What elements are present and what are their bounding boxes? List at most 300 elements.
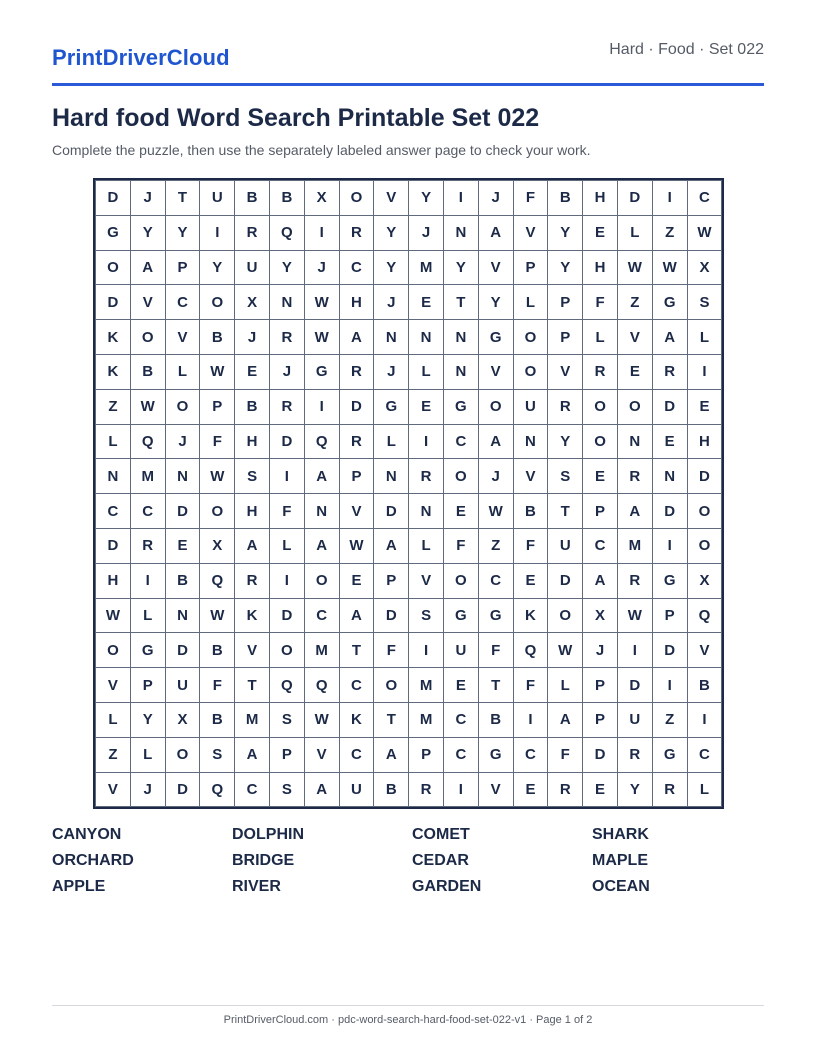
grid-cell: M [617,528,652,563]
grid-cell: N [652,459,687,494]
grid-row [96,737,722,772]
grid-cell: A [617,494,652,529]
page-footer: PrintDriverCloud.com · pdc-word-search-hard-food-set-022-v1 · Page 1 of 2 [223,1014,593,1026]
grid-cell: R [130,528,165,563]
grid-cell: G [652,737,687,772]
grid-cell: F [478,633,513,668]
grid-cell: X [200,528,235,563]
grid-cell: J [165,424,200,459]
grid-row [96,389,722,424]
grid-cell: D [652,633,687,668]
grid-cell: L [130,598,165,633]
grid-cell: L [548,668,583,703]
grid-cell: O [548,598,583,633]
page-subtitle: Complete the puzzle, then use the separately labeled answer page to check your work. [52,142,591,158]
grid-cell: G [443,598,478,633]
grid-cell: V [478,772,513,807]
word-list-item: COMET [412,826,470,843]
grid-cell: W [304,702,339,737]
grid-cell: J [130,181,165,216]
grid-cell: C [443,424,478,459]
grid-cell: P [583,494,618,529]
grid-cell: L [96,424,131,459]
grid-cell: M [409,668,444,703]
grid-cell: N [443,215,478,250]
grid-cell: A [548,702,583,737]
grid-cell: R [339,424,374,459]
grid-cell: G [478,737,513,772]
grid-cell: O [617,389,652,424]
grid-cell: R [269,320,304,355]
grid-cell: C [443,702,478,737]
grid-cell: S [269,702,304,737]
grid-cell: R [269,389,304,424]
grid-cell: T [548,494,583,529]
grid-cell: P [130,668,165,703]
grid-cell: W [617,598,652,633]
grid-cell: A [339,320,374,355]
grid-cell: D [374,598,409,633]
grid-cell: C [235,772,270,807]
grid-cell: G [96,215,131,250]
grid-cell: W [96,598,131,633]
grid-cell: A [583,563,618,598]
grid-cell: V [304,737,339,772]
grid-cell: D [165,633,200,668]
grid-cell: L [409,528,444,563]
word-list-item: OCEAN [592,878,650,895]
grid-cell: H [235,494,270,529]
grid-cell: K [96,354,131,389]
word-search-grid [93,178,724,809]
grid-cell: W [200,459,235,494]
grid-cell: N [409,320,444,355]
grid-row [96,250,722,285]
grid-cell: I [304,389,339,424]
grid-cell: D [339,389,374,424]
grid-cell: D [269,424,304,459]
grid-cell: V [409,563,444,598]
grid-cell: U [200,181,235,216]
grid-cell: Q [304,668,339,703]
grid-cell: C [513,737,548,772]
grid-cell: X [235,285,270,320]
grid-cell: V [687,633,722,668]
grid-cell: Y [617,772,652,807]
grid-cell: B [200,320,235,355]
grid-cell: T [478,668,513,703]
grid-cell: I [269,459,304,494]
grid-cell: O [200,285,235,320]
grid-cell: D [374,494,409,529]
grid-cell: E [513,772,548,807]
grid-cell: P [339,459,374,494]
grid-cell: F [374,633,409,668]
grid-cell: O [165,389,200,424]
brand-logo-text[interactable]: PrintDriverCloud [52,45,230,70]
grid-cell: C [339,250,374,285]
grid-cell: P [200,389,235,424]
grid-cell: O [478,389,513,424]
grid-cell: E [652,424,687,459]
grid-cell: B [374,772,409,807]
grid-cell: Y [269,250,304,285]
grid-cell: R [548,772,583,807]
grid-cell: C [339,737,374,772]
grid-cell: A [339,598,374,633]
grid-cell: O [200,494,235,529]
grid-cell: S [687,285,722,320]
grid-cell: A [652,320,687,355]
grid-cell: A [235,528,270,563]
grid-cell: T [374,702,409,737]
grid-cell: A [478,424,513,459]
grid-row [96,424,722,459]
grid-cell: H [687,424,722,459]
grid-row [96,702,722,737]
grid-cell: K [339,702,374,737]
grid-cell: C [130,494,165,529]
grid-cell: C [165,285,200,320]
grid-cell: A [130,250,165,285]
grid-cell: N [617,424,652,459]
grid-cell: W [130,389,165,424]
grid-cell: K [235,598,270,633]
grid-cell: D [652,494,687,529]
grid-row [96,668,722,703]
grid-cell: G [478,598,513,633]
grid-cell: D [96,285,131,320]
grid-cell: N [409,494,444,529]
grid-cell: Z [652,702,687,737]
word-list-item: DOLPHIN [232,826,304,843]
grid-cell: E [687,389,722,424]
grid-cell: N [304,494,339,529]
grid-cell: O [687,494,722,529]
grid-row [96,215,722,250]
grid-cell: J [374,285,409,320]
grid-cell: P [652,598,687,633]
grid-cell: V [617,320,652,355]
grid-cell: E [617,354,652,389]
grid-cell: N [443,320,478,355]
grid-cell: F [200,424,235,459]
grid-cell: F [269,494,304,529]
grid-cell: P [548,285,583,320]
grid-cell: V [478,354,513,389]
grid-cell: M [130,459,165,494]
grid-cell: I [269,563,304,598]
grid-cell: X [304,181,339,216]
grid-cell: U [617,702,652,737]
grid-cell: O [374,668,409,703]
grid-cell: E [583,772,618,807]
grid-row [96,563,722,598]
grid-cell: R [652,354,687,389]
grid-cell: O [269,633,304,668]
grid-cell: A [478,215,513,250]
grid-cell: F [583,285,618,320]
grid-cell: Q [269,215,304,250]
grid-cell: H [96,563,131,598]
grid-cell: H [339,285,374,320]
grid-cell: O [165,737,200,772]
grid-cell: P [548,320,583,355]
grid-cell: I [409,424,444,459]
grid-cell: V [235,633,270,668]
grid-cell: V [130,285,165,320]
grid-cell: E [235,354,270,389]
grid-cell: Q [513,633,548,668]
grid-cell: G [304,354,339,389]
grid-cell: J [130,772,165,807]
grid-cell: F [513,668,548,703]
grid-cell: J [583,633,618,668]
grid-cell: O [443,459,478,494]
grid-cell: J [235,320,270,355]
grid-cell: O [96,250,131,285]
word-list-item: ORCHARD [52,852,134,869]
grid-cell: U [235,250,270,285]
page-title: Hard food Word Search Printable Set 022 [52,104,540,132]
grid-cell: K [513,598,548,633]
grid-cell: S [235,459,270,494]
grid-cell: Y [409,181,444,216]
grid-cell: V [513,459,548,494]
grid-cell: O [96,633,131,668]
grid-cell: D [687,459,722,494]
grid-cell: L [617,215,652,250]
grid-cell: W [304,285,339,320]
grid-cell: Y [200,250,235,285]
grid-cell: F [513,181,548,216]
grid-cell: B [200,702,235,737]
grid-cell: R [235,563,270,598]
grid-cell: D [583,737,618,772]
grid-cell: I [617,633,652,668]
grid-cell: L [687,320,722,355]
grid-cell: W [339,528,374,563]
grid-cell: N [96,459,131,494]
grid-cell: O [513,354,548,389]
grid-cell: L [130,737,165,772]
grid-cell: N [374,459,409,494]
grid-cell: F [513,528,548,563]
grid-cell: N [165,598,200,633]
grid-cell: O [339,181,374,216]
grid-cell: G [130,633,165,668]
grid-cell: Y [478,285,513,320]
grid-cell: U [513,389,548,424]
grid-cell: Y [130,702,165,737]
grid-cell: P [583,702,618,737]
grid-cell: Z [478,528,513,563]
grid-cell: B [130,354,165,389]
grid-cell: M [304,633,339,668]
grid-cell: I [409,633,444,668]
grid-cell: L [583,320,618,355]
grid-cell: J [269,354,304,389]
grid-cell: S [269,772,304,807]
grid-cell: B [200,633,235,668]
grid-cell: J [478,459,513,494]
grid-cell: E [443,494,478,529]
word-list-item: SHARK [592,826,649,843]
grid-cell: O [583,424,618,459]
word-list-item: GARDEN [412,878,482,895]
grid-cell: V [374,181,409,216]
grid-cell: D [269,598,304,633]
grid-row [96,494,722,529]
grid-cell: J [374,354,409,389]
grid-cell: D [617,668,652,703]
grid-cell: Y [443,250,478,285]
grid-row [96,528,722,563]
grid-cell: R [652,772,687,807]
grid-cell: B [165,563,200,598]
grid-cell: R [409,459,444,494]
grid-cell: N [269,285,304,320]
grid-row [96,459,722,494]
grid-row [96,181,722,216]
grid-cell: A [304,459,339,494]
word-list-item: MAPLE [592,852,648,869]
grid-cell: L [96,702,131,737]
footer-divider [52,1005,764,1006]
grid-cell: Z [617,285,652,320]
grid-cell: M [409,250,444,285]
grid-row [96,320,722,355]
grid-row [96,598,722,633]
breadcrumb: Hard · Food · Set 022 [609,41,764,58]
grid-cell: T [165,181,200,216]
grid-cell: E [583,459,618,494]
grid-cell: Z [96,737,131,772]
grid-cell: R [235,215,270,250]
grid-cell: O [513,320,548,355]
grid-cell: U [165,668,200,703]
grid-cell: T [339,633,374,668]
grid-cell: O [304,563,339,598]
grid-cell: O [443,563,478,598]
grid-cell: N [165,459,200,494]
grid-cell: I [652,181,687,216]
grid-cell: O [687,528,722,563]
grid-cell: B [269,181,304,216]
letter-grid-table [95,180,722,807]
grid-cell: A [374,528,409,563]
grid-cell: F [548,737,583,772]
grid-cell: C [478,563,513,598]
grid-cell: C [304,598,339,633]
grid-row [96,354,722,389]
grid-cell: W [687,215,722,250]
grid-cell: C [687,737,722,772]
grid-cell: J [478,181,513,216]
grid-cell: Q [269,668,304,703]
grid-cell: G [374,389,409,424]
word-list-item: RIVER [232,878,281,895]
grid-cell: N [374,320,409,355]
grid-cell: U [339,772,374,807]
grid-cell: M [235,702,270,737]
grid-cell: Y [130,215,165,250]
grid-cell: F [443,528,478,563]
grid-cell: A [374,737,409,772]
grid-cell: A [304,772,339,807]
grid-cell: Z [96,389,131,424]
grid-cell: O [583,389,618,424]
grid-cell: E [443,668,478,703]
grid-cell: Z [652,215,687,250]
grid-cell: V [478,250,513,285]
grid-cell: H [583,250,618,285]
grid-cell: E [583,215,618,250]
grid-cell: E [409,285,444,320]
grid-cell: L [409,354,444,389]
grid-cell: O [130,320,165,355]
grid-cell: R [548,389,583,424]
word-list-item: APPLE [52,878,106,895]
grid-cell: W [617,250,652,285]
grid-cell: L [165,354,200,389]
grid-cell: G [443,389,478,424]
grid-cell: R [617,563,652,598]
grid-cell: U [443,633,478,668]
grid-cell: Y [548,215,583,250]
grid-cell: N [513,424,548,459]
grid-cell: I [200,215,235,250]
grid-cell: Q [304,424,339,459]
grid-cell: E [513,563,548,598]
grid-cell: A [235,737,270,772]
grid-cell: W [478,494,513,529]
grid-cell: B [548,181,583,216]
grid-cell: E [339,563,374,598]
grid-cell: I [652,668,687,703]
grid-row [96,772,722,807]
grid-cell: R [339,354,374,389]
grid-cell: X [687,250,722,285]
grid-cell: D [165,772,200,807]
grid-cell: L [687,772,722,807]
grid-cell: V [339,494,374,529]
grid-cell: B [235,389,270,424]
grid-cell: D [652,389,687,424]
grid-cell: Y [165,215,200,250]
grid-cell: I [513,702,548,737]
grid-cell: S [409,598,444,633]
grid-cell: D [165,494,200,529]
grid-cell: V [96,668,131,703]
grid-cell: I [443,772,478,807]
grid-cell: R [583,354,618,389]
grid-cell: G [652,563,687,598]
grid-cell: D [96,528,131,563]
grid-cell: L [269,528,304,563]
grid-cell: G [652,285,687,320]
grid-cell: R [617,737,652,772]
grid-row [96,633,722,668]
grid-cell: B [687,668,722,703]
grid-row [96,285,722,320]
grid-cell: W [304,320,339,355]
grid-cell: I [304,215,339,250]
grid-cell: R [339,215,374,250]
grid-cell: Q [200,772,235,807]
grid-cell: V [548,354,583,389]
grid-cell: E [409,389,444,424]
